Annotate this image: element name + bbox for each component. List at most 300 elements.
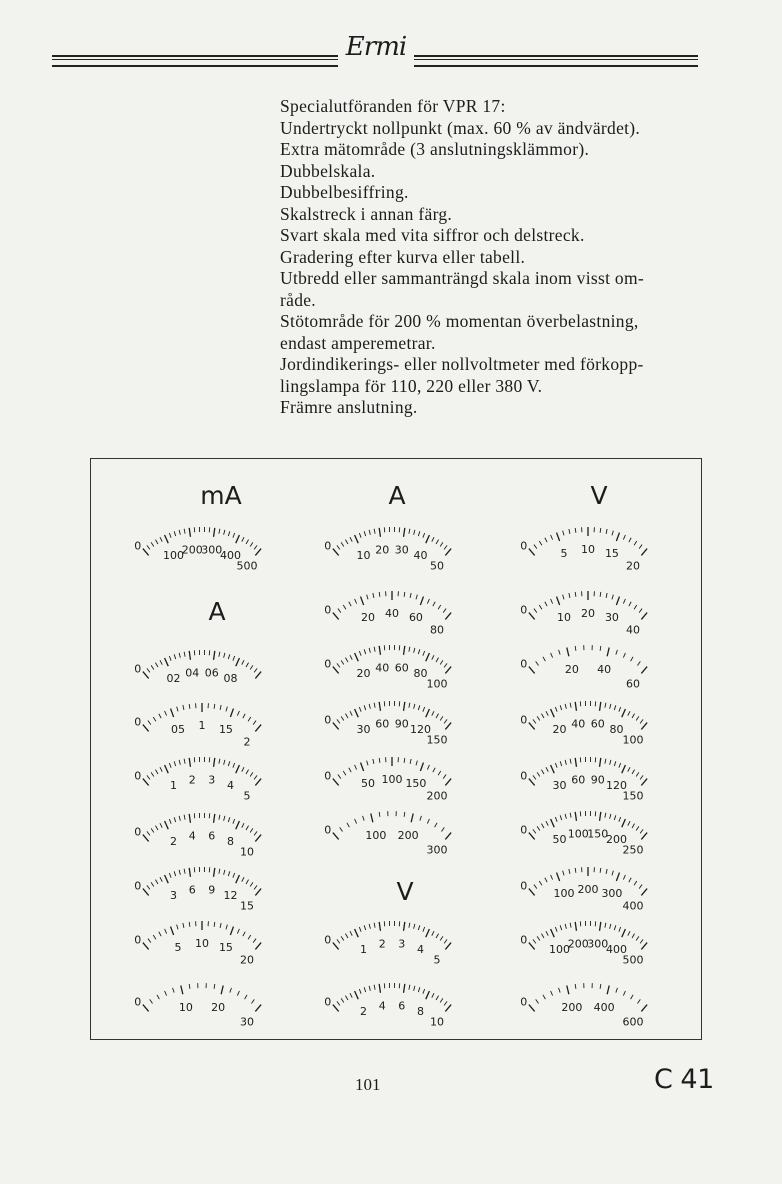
minor-tick bbox=[233, 763, 235, 768]
minor-tick bbox=[432, 993, 434, 997]
minor-tick bbox=[228, 871, 230, 876]
major-tick bbox=[404, 922, 405, 931]
minor-tick bbox=[432, 931, 434, 935]
scale-dial-V3-500 bbox=[519, 905, 657, 967]
header-rule-right bbox=[414, 55, 698, 67]
minor-tick bbox=[173, 988, 175, 993]
minor-tick bbox=[427, 765, 429, 770]
minor-tick bbox=[537, 826, 540, 830]
minor-tick bbox=[242, 660, 244, 664]
minor-tick bbox=[537, 772, 540, 776]
major-tick bbox=[551, 929, 555, 937]
minor-tick bbox=[440, 660, 443, 664]
minor-tick bbox=[418, 987, 420, 992]
minor-tick bbox=[253, 939, 256, 943]
minor-tick bbox=[174, 531, 176, 536]
major-tick bbox=[255, 1005, 261, 1012]
minor-tick bbox=[409, 647, 410, 652]
minor-tick bbox=[246, 770, 249, 774]
minor-tick bbox=[555, 763, 557, 768]
minor-tick bbox=[369, 986, 370, 991]
dial-graphic bbox=[133, 905, 271, 967]
minor-tick bbox=[151, 665, 154, 669]
tick-label: 200 bbox=[426, 789, 448, 803]
minor-tick bbox=[343, 605, 346, 609]
tick-label: 60 bbox=[625, 677, 640, 691]
minor-tick bbox=[233, 656, 235, 661]
minor-tick bbox=[160, 823, 162, 827]
dial-graphic bbox=[519, 575, 657, 637]
tick-label: 20 bbox=[356, 667, 371, 681]
minor-tick bbox=[153, 935, 156, 939]
minor-tick bbox=[533, 719, 536, 723]
tick-label: 4 bbox=[416, 943, 424, 957]
minor-tick bbox=[610, 814, 611, 819]
tick-label: 120 bbox=[605, 779, 627, 793]
brand-logo: Ermi bbox=[345, 32, 407, 62]
minor-tick bbox=[543, 995, 545, 999]
minor-tick bbox=[160, 877, 162, 881]
major-tick bbox=[411, 813, 413, 822]
major-tick bbox=[420, 763, 423, 771]
minor-tick bbox=[555, 927, 557, 932]
minor-tick bbox=[414, 648, 415, 653]
major-tick bbox=[333, 779, 339, 786]
minor-tick bbox=[533, 829, 536, 833]
minor-tick bbox=[423, 989, 425, 994]
tick-label: 2 bbox=[188, 773, 196, 787]
major-tick bbox=[255, 943, 261, 950]
major-tick bbox=[143, 889, 149, 896]
major-tick bbox=[557, 597, 560, 605]
dial-graphic bbox=[133, 741, 271, 803]
unit-title-a: A bbox=[208, 597, 226, 626]
minor-tick bbox=[374, 647, 375, 652]
minor-tick bbox=[150, 999, 153, 1003]
minor-tick bbox=[640, 829, 643, 833]
tick-label: 5 bbox=[560, 547, 568, 561]
tick-label: 1 bbox=[170, 779, 178, 793]
minor-tick bbox=[541, 770, 544, 774]
minor-tick bbox=[543, 657, 545, 661]
minor-tick bbox=[637, 999, 640, 1003]
tick-label: 20 bbox=[581, 607, 595, 620]
tick-label: 200 bbox=[567, 937, 589, 951]
tick-label: 15 bbox=[218, 941, 233, 955]
major-tick bbox=[230, 709, 233, 717]
minor-tick bbox=[228, 761, 230, 766]
major-tick bbox=[143, 779, 149, 786]
spec-item: Främre anslutning. bbox=[280, 397, 418, 417]
major-tick bbox=[165, 765, 169, 773]
major-tick bbox=[165, 535, 169, 543]
minor-tick bbox=[570, 759, 571, 764]
tick-label: 6 bbox=[208, 829, 216, 843]
minor-tick bbox=[605, 703, 606, 708]
minor-tick bbox=[369, 530, 370, 535]
tick-label: 2 bbox=[360, 1005, 368, 1019]
minor-tick bbox=[248, 935, 251, 939]
minor-tick bbox=[364, 649, 366, 654]
major-tick bbox=[404, 646, 405, 655]
minor-tick bbox=[254, 775, 257, 779]
scale-dial-V2-5 bbox=[323, 905, 461, 967]
tick-label: 5 bbox=[243, 789, 251, 803]
major-tick bbox=[189, 758, 190, 767]
minor-tick bbox=[632, 770, 635, 774]
minor-tick bbox=[551, 653, 553, 658]
minor-tick bbox=[537, 936, 540, 940]
unit-title-v: V bbox=[396, 877, 414, 906]
minor-tick bbox=[546, 711, 548, 715]
major-tick bbox=[230, 927, 233, 935]
minor-tick bbox=[636, 936, 639, 940]
tick-label: 100 bbox=[365, 828, 387, 842]
major-tick bbox=[355, 709, 359, 717]
major-tick bbox=[600, 702, 601, 711]
minor-tick bbox=[605, 923, 606, 928]
minor-tick bbox=[628, 711, 630, 715]
tick-label: 300 bbox=[587, 937, 609, 951]
major-tick bbox=[181, 985, 183, 994]
tick-label: 10 bbox=[429, 1015, 444, 1029]
major-tick bbox=[641, 943, 647, 950]
minor-tick bbox=[616, 988, 618, 993]
spec-item: Svart skala med vita siffror och delstreck. bbox=[280, 225, 585, 245]
scale-dial-a-5 bbox=[133, 741, 271, 803]
tick-label: 6 bbox=[188, 883, 196, 897]
minor-tick bbox=[563, 595, 564, 600]
minor-tick bbox=[147, 775, 150, 779]
major-tick bbox=[171, 927, 174, 935]
dial-graphic bbox=[519, 851, 657, 913]
minor-tick bbox=[560, 815, 562, 820]
dial-graphic bbox=[519, 795, 657, 857]
minor-tick bbox=[250, 665, 253, 669]
minor-tick bbox=[600, 528, 601, 533]
minor-tick bbox=[184, 869, 185, 874]
major-tick bbox=[255, 672, 261, 679]
minor-tick bbox=[343, 771, 346, 775]
minor-tick bbox=[369, 924, 370, 929]
minor-tick bbox=[533, 939, 536, 943]
tick-label: 150 bbox=[405, 777, 427, 791]
dial-graphic bbox=[133, 797, 271, 859]
minor-tick bbox=[612, 595, 613, 600]
tick-label-zero: 0 bbox=[520, 657, 528, 671]
dial-graphic bbox=[519, 629, 657, 691]
scale-dial-A2-100 bbox=[323, 629, 461, 691]
minor-tick bbox=[416, 595, 417, 600]
tick-label: 10 bbox=[356, 549, 371, 563]
major-tick bbox=[445, 549, 451, 556]
minor-tick bbox=[237, 711, 239, 716]
minor-tick bbox=[184, 815, 185, 820]
minor-tick bbox=[440, 936, 443, 940]
minor-tick bbox=[347, 823, 349, 827]
minor-tick bbox=[600, 646, 601, 651]
tick-label-zero: 0 bbox=[520, 995, 528, 1009]
minor-tick bbox=[341, 542, 344, 546]
scale-dial-a-10 bbox=[133, 797, 271, 859]
minor-tick bbox=[623, 875, 625, 880]
major-tick bbox=[551, 765, 555, 773]
minor-tick bbox=[250, 828, 253, 832]
section-title: Specialutföranden för VPR 17: bbox=[280, 96, 506, 116]
minor-tick bbox=[600, 868, 601, 873]
minor-tick bbox=[433, 602, 435, 606]
minor-tick bbox=[338, 609, 341, 613]
minor-tick bbox=[423, 651, 425, 656]
major-tick bbox=[557, 873, 560, 881]
minor-tick bbox=[629, 878, 631, 882]
minor-tick bbox=[636, 716, 639, 720]
tick-label-zero: 0 bbox=[324, 603, 332, 617]
minor-tick bbox=[536, 999, 539, 1003]
tick-label: 50 bbox=[552, 833, 567, 847]
minor-tick bbox=[536, 661, 539, 665]
major-tick bbox=[165, 821, 169, 829]
minor-tick bbox=[364, 987, 366, 992]
tick-label: 30 bbox=[356, 723, 371, 737]
minor-tick bbox=[541, 714, 544, 718]
major-tick bbox=[641, 723, 647, 730]
major-tick bbox=[371, 813, 373, 822]
spec-item: råde. bbox=[280, 289, 316, 310]
minor-tick bbox=[184, 759, 185, 764]
tick-label: 400 bbox=[622, 899, 644, 913]
major-tick bbox=[333, 613, 339, 620]
scale-dial-A2-150 bbox=[323, 685, 461, 747]
minor-tick bbox=[623, 653, 625, 658]
tick-label: 300 bbox=[601, 887, 623, 901]
minor-tick bbox=[228, 654, 230, 659]
major-tick bbox=[255, 835, 261, 842]
minor-tick bbox=[155, 770, 158, 774]
major-tick bbox=[445, 667, 451, 674]
minor-tick bbox=[628, 767, 630, 771]
minor-tick bbox=[350, 655, 352, 659]
tick-label: 30 bbox=[604, 611, 619, 625]
minor-tick bbox=[444, 545, 447, 549]
scale-dial-a-30 bbox=[133, 967, 271, 1029]
minor-tick bbox=[427, 599, 429, 604]
minor-tick bbox=[637, 661, 640, 665]
major-tick bbox=[641, 667, 647, 674]
minor-tick bbox=[575, 646, 576, 651]
minor-tick bbox=[575, 984, 576, 989]
major-tick bbox=[426, 653, 430, 661]
tick-label: 40 bbox=[625, 623, 640, 637]
major-tick bbox=[641, 889, 647, 896]
dial-graphic bbox=[519, 967, 657, 1029]
minor-tick bbox=[546, 931, 548, 935]
minor-tick bbox=[364, 531, 366, 536]
minor-tick bbox=[614, 761, 616, 766]
tick-label-zero: 0 bbox=[324, 823, 332, 837]
major-tick bbox=[445, 1005, 451, 1012]
tick-label: 90 bbox=[394, 717, 409, 731]
tick-label: 10 bbox=[557, 611, 572, 625]
minor-tick bbox=[189, 922, 190, 927]
tick-label: 150 bbox=[426, 733, 448, 747]
minor-tick bbox=[179, 870, 180, 875]
dial-graphic bbox=[519, 741, 657, 803]
major-tick bbox=[143, 1005, 149, 1012]
scale-examples-panel bbox=[90, 458, 702, 1040]
major-tick bbox=[379, 702, 380, 711]
minor-tick bbox=[224, 653, 225, 658]
major-tick bbox=[622, 929, 626, 937]
minor-tick bbox=[440, 542, 443, 546]
minor-tick bbox=[423, 927, 425, 932]
major-tick bbox=[255, 725, 261, 732]
minor-tick bbox=[541, 934, 544, 938]
minor-tick bbox=[565, 760, 566, 765]
minor-tick bbox=[600, 592, 601, 597]
minor-tick bbox=[174, 761, 176, 766]
minor-tick bbox=[355, 765, 357, 770]
minor-tick bbox=[349, 768, 351, 772]
minor-tick bbox=[219, 815, 220, 820]
minor-tick bbox=[639, 545, 642, 549]
tick-label-zero: 0 bbox=[520, 823, 528, 837]
scale-dial-V3-20 bbox=[519, 511, 657, 573]
minor-tick bbox=[619, 927, 621, 932]
minor-tick bbox=[246, 540, 249, 544]
minor-tick bbox=[250, 882, 253, 886]
tick-label-zero: 0 bbox=[134, 995, 142, 1009]
major-tick bbox=[333, 667, 339, 674]
minor-tick bbox=[414, 924, 415, 929]
minor-tick bbox=[177, 707, 178, 712]
minor-tick bbox=[237, 929, 239, 934]
tick-label: 60 bbox=[394, 661, 409, 675]
tick-label: 60 bbox=[571, 773, 586, 787]
minor-tick bbox=[345, 934, 348, 938]
tick-label: 4 bbox=[378, 999, 386, 1013]
minor-tick bbox=[224, 816, 225, 821]
minor-tick bbox=[250, 542, 253, 546]
major-tick bbox=[420, 597, 423, 605]
minor-tick bbox=[444, 1001, 447, 1005]
minor-tick bbox=[341, 716, 344, 720]
minor-tick bbox=[228, 817, 230, 822]
minor-tick bbox=[443, 775, 446, 779]
tick-label: 80 bbox=[609, 723, 624, 737]
minor-tick bbox=[539, 881, 542, 885]
major-tick bbox=[214, 758, 215, 767]
minor-tick bbox=[539, 605, 542, 609]
minor-tick bbox=[355, 599, 357, 604]
minor-tick bbox=[441, 827, 444, 831]
minor-tick bbox=[444, 939, 447, 943]
tick-label: 05 bbox=[171, 723, 186, 737]
minor-tick bbox=[404, 812, 405, 817]
minor-tick bbox=[338, 775, 341, 779]
major-tick bbox=[143, 672, 149, 679]
minor-tick bbox=[629, 602, 631, 606]
minor-tick bbox=[224, 530, 225, 535]
minor-tick bbox=[364, 705, 366, 710]
minor-tick bbox=[219, 652, 220, 657]
tick-label: 60 bbox=[408, 611, 423, 625]
major-tick bbox=[607, 647, 609, 656]
minor-tick bbox=[148, 939, 151, 943]
tick-label: 30 bbox=[394, 543, 409, 557]
tick-label: 100 bbox=[426, 677, 448, 691]
minor-tick bbox=[337, 1001, 340, 1005]
minor-tick bbox=[569, 869, 570, 874]
minor-tick bbox=[147, 545, 150, 549]
minor-tick bbox=[404, 758, 405, 763]
tick-label: 2 bbox=[378, 937, 386, 951]
dial-graphic bbox=[323, 795, 461, 857]
minor-tick bbox=[632, 714, 635, 718]
tick-label: 80 bbox=[429, 623, 444, 637]
minor-tick bbox=[233, 819, 235, 824]
minor-tick bbox=[179, 816, 180, 821]
minor-tick bbox=[189, 984, 190, 989]
unit-title-a: A bbox=[388, 481, 406, 510]
minor-tick bbox=[350, 711, 352, 715]
tick-label: 15 bbox=[239, 899, 254, 913]
minor-tick bbox=[606, 869, 607, 874]
major-tick bbox=[165, 875, 169, 883]
minor-tick bbox=[379, 812, 380, 817]
minor-tick bbox=[243, 714, 245, 718]
minor-tick bbox=[418, 925, 420, 930]
tick-label-zero: 0 bbox=[520, 933, 528, 947]
major-tick bbox=[333, 723, 339, 730]
minor-tick bbox=[616, 650, 618, 655]
minor-tick bbox=[374, 703, 375, 708]
tick-label: 04 bbox=[185, 666, 200, 680]
major-tick bbox=[214, 814, 215, 823]
major-tick bbox=[236, 535, 240, 543]
major-tick bbox=[575, 702, 576, 711]
minor-tick bbox=[345, 996, 348, 1000]
minor-tick bbox=[534, 885, 537, 889]
minor-tick bbox=[623, 599, 625, 604]
major-tick bbox=[529, 723, 535, 730]
minor-tick bbox=[355, 819, 357, 824]
major-tick bbox=[641, 1005, 647, 1012]
minor-tick bbox=[237, 991, 239, 996]
minor-tick bbox=[230, 988, 232, 993]
major-tick bbox=[445, 833, 451, 840]
minor-tick bbox=[414, 530, 415, 535]
spec-item: endast amperemetrar. bbox=[280, 332, 436, 353]
minor-tick bbox=[367, 761, 368, 766]
minor-tick bbox=[367, 595, 368, 600]
minor-tick bbox=[559, 650, 561, 655]
minor-tick bbox=[159, 932, 161, 936]
tick-label: 10 bbox=[195, 937, 209, 950]
major-tick bbox=[529, 833, 535, 840]
tick-label: 9 bbox=[208, 883, 216, 897]
major-tick bbox=[236, 821, 240, 829]
major-tick bbox=[379, 984, 380, 993]
spec-item: lingslampa för 110, 220 eller 380 V. bbox=[280, 375, 543, 396]
minor-tick bbox=[183, 705, 184, 710]
major-tick bbox=[445, 723, 451, 730]
minor-tick bbox=[374, 529, 375, 534]
tick-label: 3 bbox=[398, 937, 406, 951]
minor-tick bbox=[560, 925, 562, 930]
tick-label: 100 bbox=[549, 943, 571, 957]
major-tick bbox=[143, 943, 149, 950]
